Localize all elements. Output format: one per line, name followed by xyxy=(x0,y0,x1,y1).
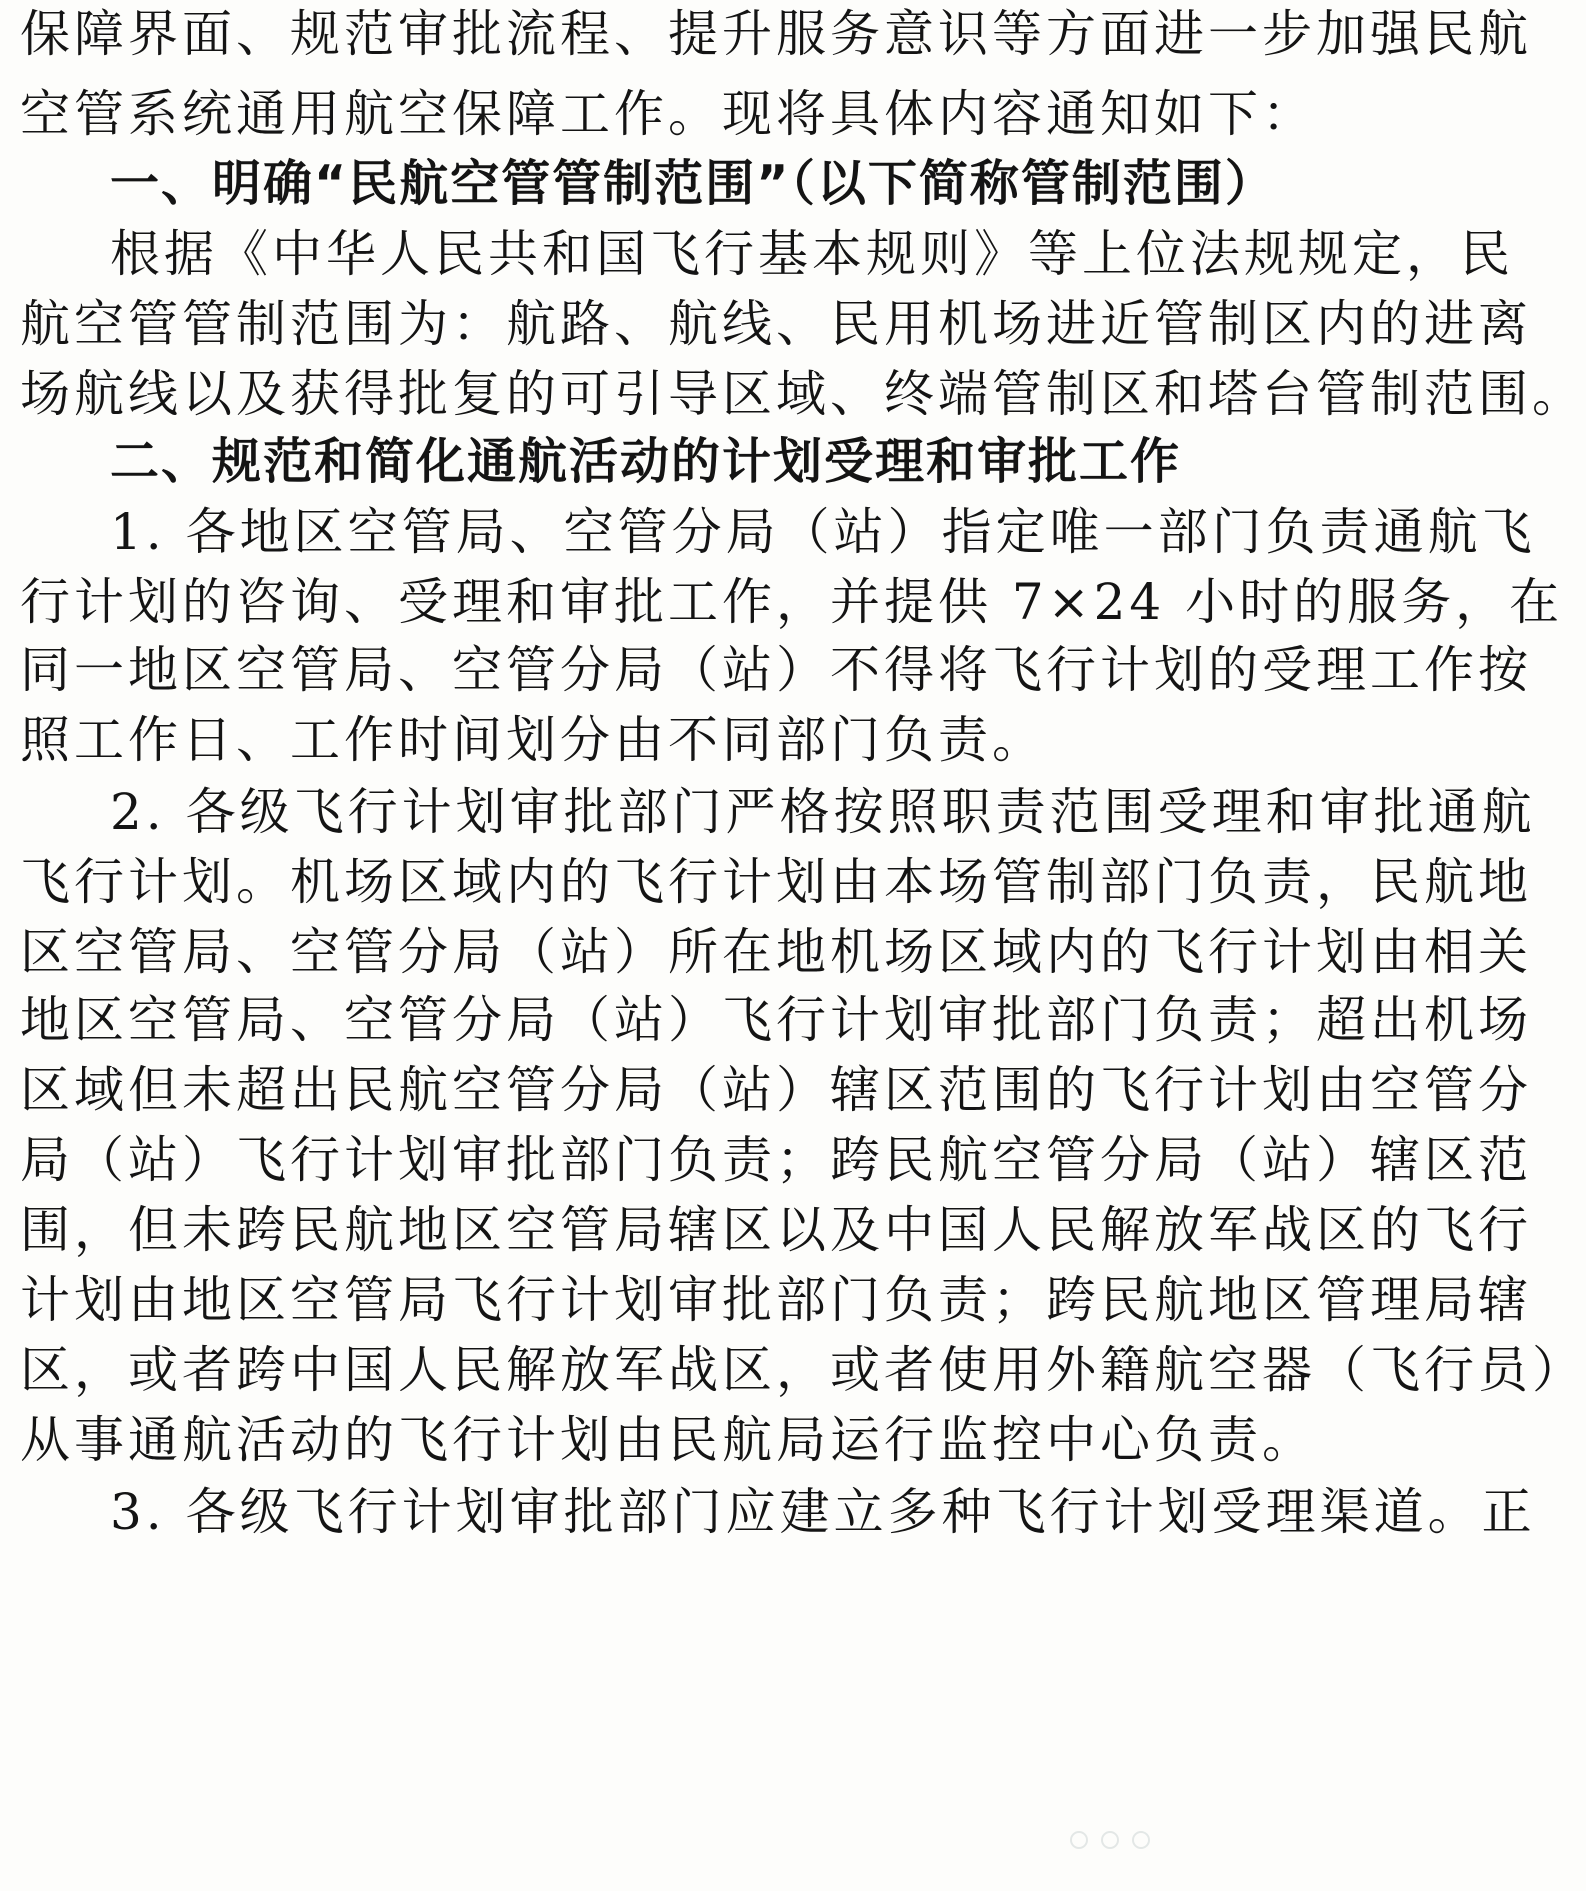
body-line: 空管系统通用航空保障工作。现将具体内容通知如下： xyxy=(20,85,1316,143)
watermark-dot-icon xyxy=(1101,1831,1119,1849)
body-line: 计划由地区空管局飞行计划审批部门负责；跨民航地区管理局辖 xyxy=(20,1271,1532,1329)
body-line: 场航线以及获得批复的可引导区域、终端管制区和塔台管制范围。 xyxy=(20,365,1586,423)
body-line: 从事通航活动的飞行计划由民航局运行监控中心负责。 xyxy=(20,1411,1316,1469)
body-line: 1. 各地区空管局、空管分局（站）指定唯一部门负责通航飞 xyxy=(110,503,1536,561)
section-heading: 二、规范和简化通航活动的计划受理和审批工作 xyxy=(110,433,1182,490)
watermark-mark xyxy=(1070,1831,1190,1861)
body-line: 同一地区空管局、空管分局（站）不得将飞行计划的受理工作按 xyxy=(20,641,1532,699)
body-line: 2. 各级飞行计划审批部门严格按照职责范围受理和审批通航 xyxy=(110,783,1536,841)
body-line: 根据《中华人民共和国飞行基本规则》等上位法规规定，民 xyxy=(110,225,1514,283)
watermark-dot-icon xyxy=(1132,1831,1150,1849)
body-line: 航空管管制范围为：航路、航线、民用机场进近管制区内的进离 xyxy=(20,295,1532,353)
body-line: 照工作日、工作时间划分由不同部门负责。 xyxy=(20,711,1046,769)
watermark-dot-icon xyxy=(1070,1831,1088,1849)
body-line: 局（站）飞行计划审批部门负责；跨民航空管分局（站）辖区范 xyxy=(20,1131,1532,1189)
body-line: 区空管局、空管分局（站）所在地机场区域内的飞行计划由相关 xyxy=(20,923,1532,981)
section-heading: 一、明确“民航空管管制范围”（以下简称管制范围） xyxy=(110,155,1276,212)
body-line: 飞行计划。机场区域内的飞行计划由本场管制部门负责，民航地 xyxy=(20,853,1532,911)
body-line: 区域但未超出民航空管分局（站）辖区范围的飞行计划由空管分 xyxy=(20,1061,1532,1119)
body-line: 保障界面、规范审批流程、提升服务意识等方面进一步加强民航 xyxy=(20,5,1532,63)
body-line: 行计划的咨询、受理和审批工作，并提供 7×24 小时的服务，在 xyxy=(20,573,1564,631)
body-line: 围，但未跨民航地区空管局辖区以及中国人民解放军战区的飞行 xyxy=(20,1201,1532,1259)
body-line: 3. 各级飞行计划审批部门应建立多种飞行计划受理渠道。正 xyxy=(110,1483,1536,1541)
body-line: 区，或者跨中国人民解放军战区，或者使用外籍航空器（飞行员） xyxy=(20,1341,1586,1399)
body-line: 地区空管局、空管分局（站）飞行计划审批部门负责；超出机场 xyxy=(20,991,1532,1049)
